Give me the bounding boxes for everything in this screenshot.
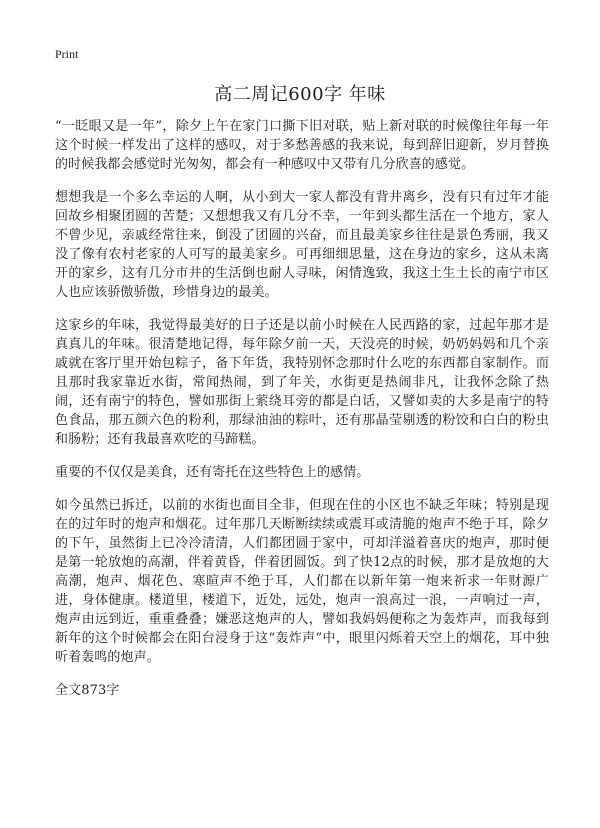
print-link[interactable]: Print	[55, 47, 79, 61]
paragraph-2: 想想我是一个多么幸运的人啊，从小到大一家人都没有背井离乡，没有只有过年才能回故乡相聚团圆的苦楚；又想想我又有几分不幸，一年到头都生活在一个地方，家人不曾少见，亲戚经常往来，倒没了团圆的兴奋，而且最美家乡往往是景色秀丽，我又没了像有农村老家的人可写的最美家乡。可再细细思量，这在身边的家乡，这从未离开的家乡，这有几分市井的生活倒也耐人寻味，闲情逸致，我这土生土长的南宁市区人也应该骄傲骄傲，珍惜身边的最美。	[55, 190, 549, 300]
article-body	[55, 117, 549, 714]
paragraph-5: 如今虽然已拆迁，以前的水街也面目全非，但现在住的小区也不缺乏年味；特别是现在的过年时的炮声和烟花。过年那几天断断续续或震耳或清脆的炮声不绝于耳，除夕的下午，虽然街上已冷冷清清，人们都团圆于家中，可却洋溢着喜庆的炮声，那时便是第一轮放炮的高潮，伴着黄昏，伴着团圆饭。到了快12点的时候，那才是放炮的大高潮，炮声、烟花色、寒暄声不绝于耳，人们都在以新年第一炮来祈求一年财源广进，身体健康。楼道里，楼道下，近处，远处，炮声一浪高过一浪，一声响过一声，炮声由远到近，重重叠叠；嫌恶这炮声的人，譬如我妈妈便称之为轰炸声，而我每到新年的这个时候都会在阳台浸身于这“轰炸声”中，眼里闪烁着天空上的烟花，耳中独听着轰鸣的炮声。	[55, 498, 549, 665]
paragraph-1: “一眨眼又是一年”，除夕上午在家门口撕下旧对联，贴上新对联的时候像往年每一年这个时候一样发出了这样的感叹，对于多愁善感的我来说，每到辞旧迎新，岁月替换的时候我都会感觉时光匆匆，都会有一种感叹中又带有几分欣喜的感觉。	[55, 119, 549, 172]
paragraph-4: 重要的不仅仅是美食，还有寄托在这些特色上的感情。	[55, 465, 370, 480]
word-count: 全文873字	[55, 683, 120, 698]
page-title: 高二周记600字 年味	[214, 84, 386, 105]
paragraph-3: 这家乡的年味，我觉得最美好的日子还是以前小时候在人民西路的家，过起年那才是真真儿的年味。很清楚地记得，每年除夕前一天，天没亮的时候，奶奶妈妈和几个亲戚就在客厅里开始包粽子，备下年货，我特别怀念那时什么吃的东西都自家制作。而且那时我家靠近水街，常闻热闹，到了年关，水街更是热闹非凡，让我怀念除了热闹，还有南宁的特色，譬如那街上萦绕耳旁的都是白话，又譬如卖的大多是南宁的特色食品，那五颜六色的粉利，那绿油油的粽叶，还有那晶莹剔透的粉饺和白白的粉虫和肠粉；还有我最喜欢吃的马蹄糕。	[55, 318, 549, 447]
